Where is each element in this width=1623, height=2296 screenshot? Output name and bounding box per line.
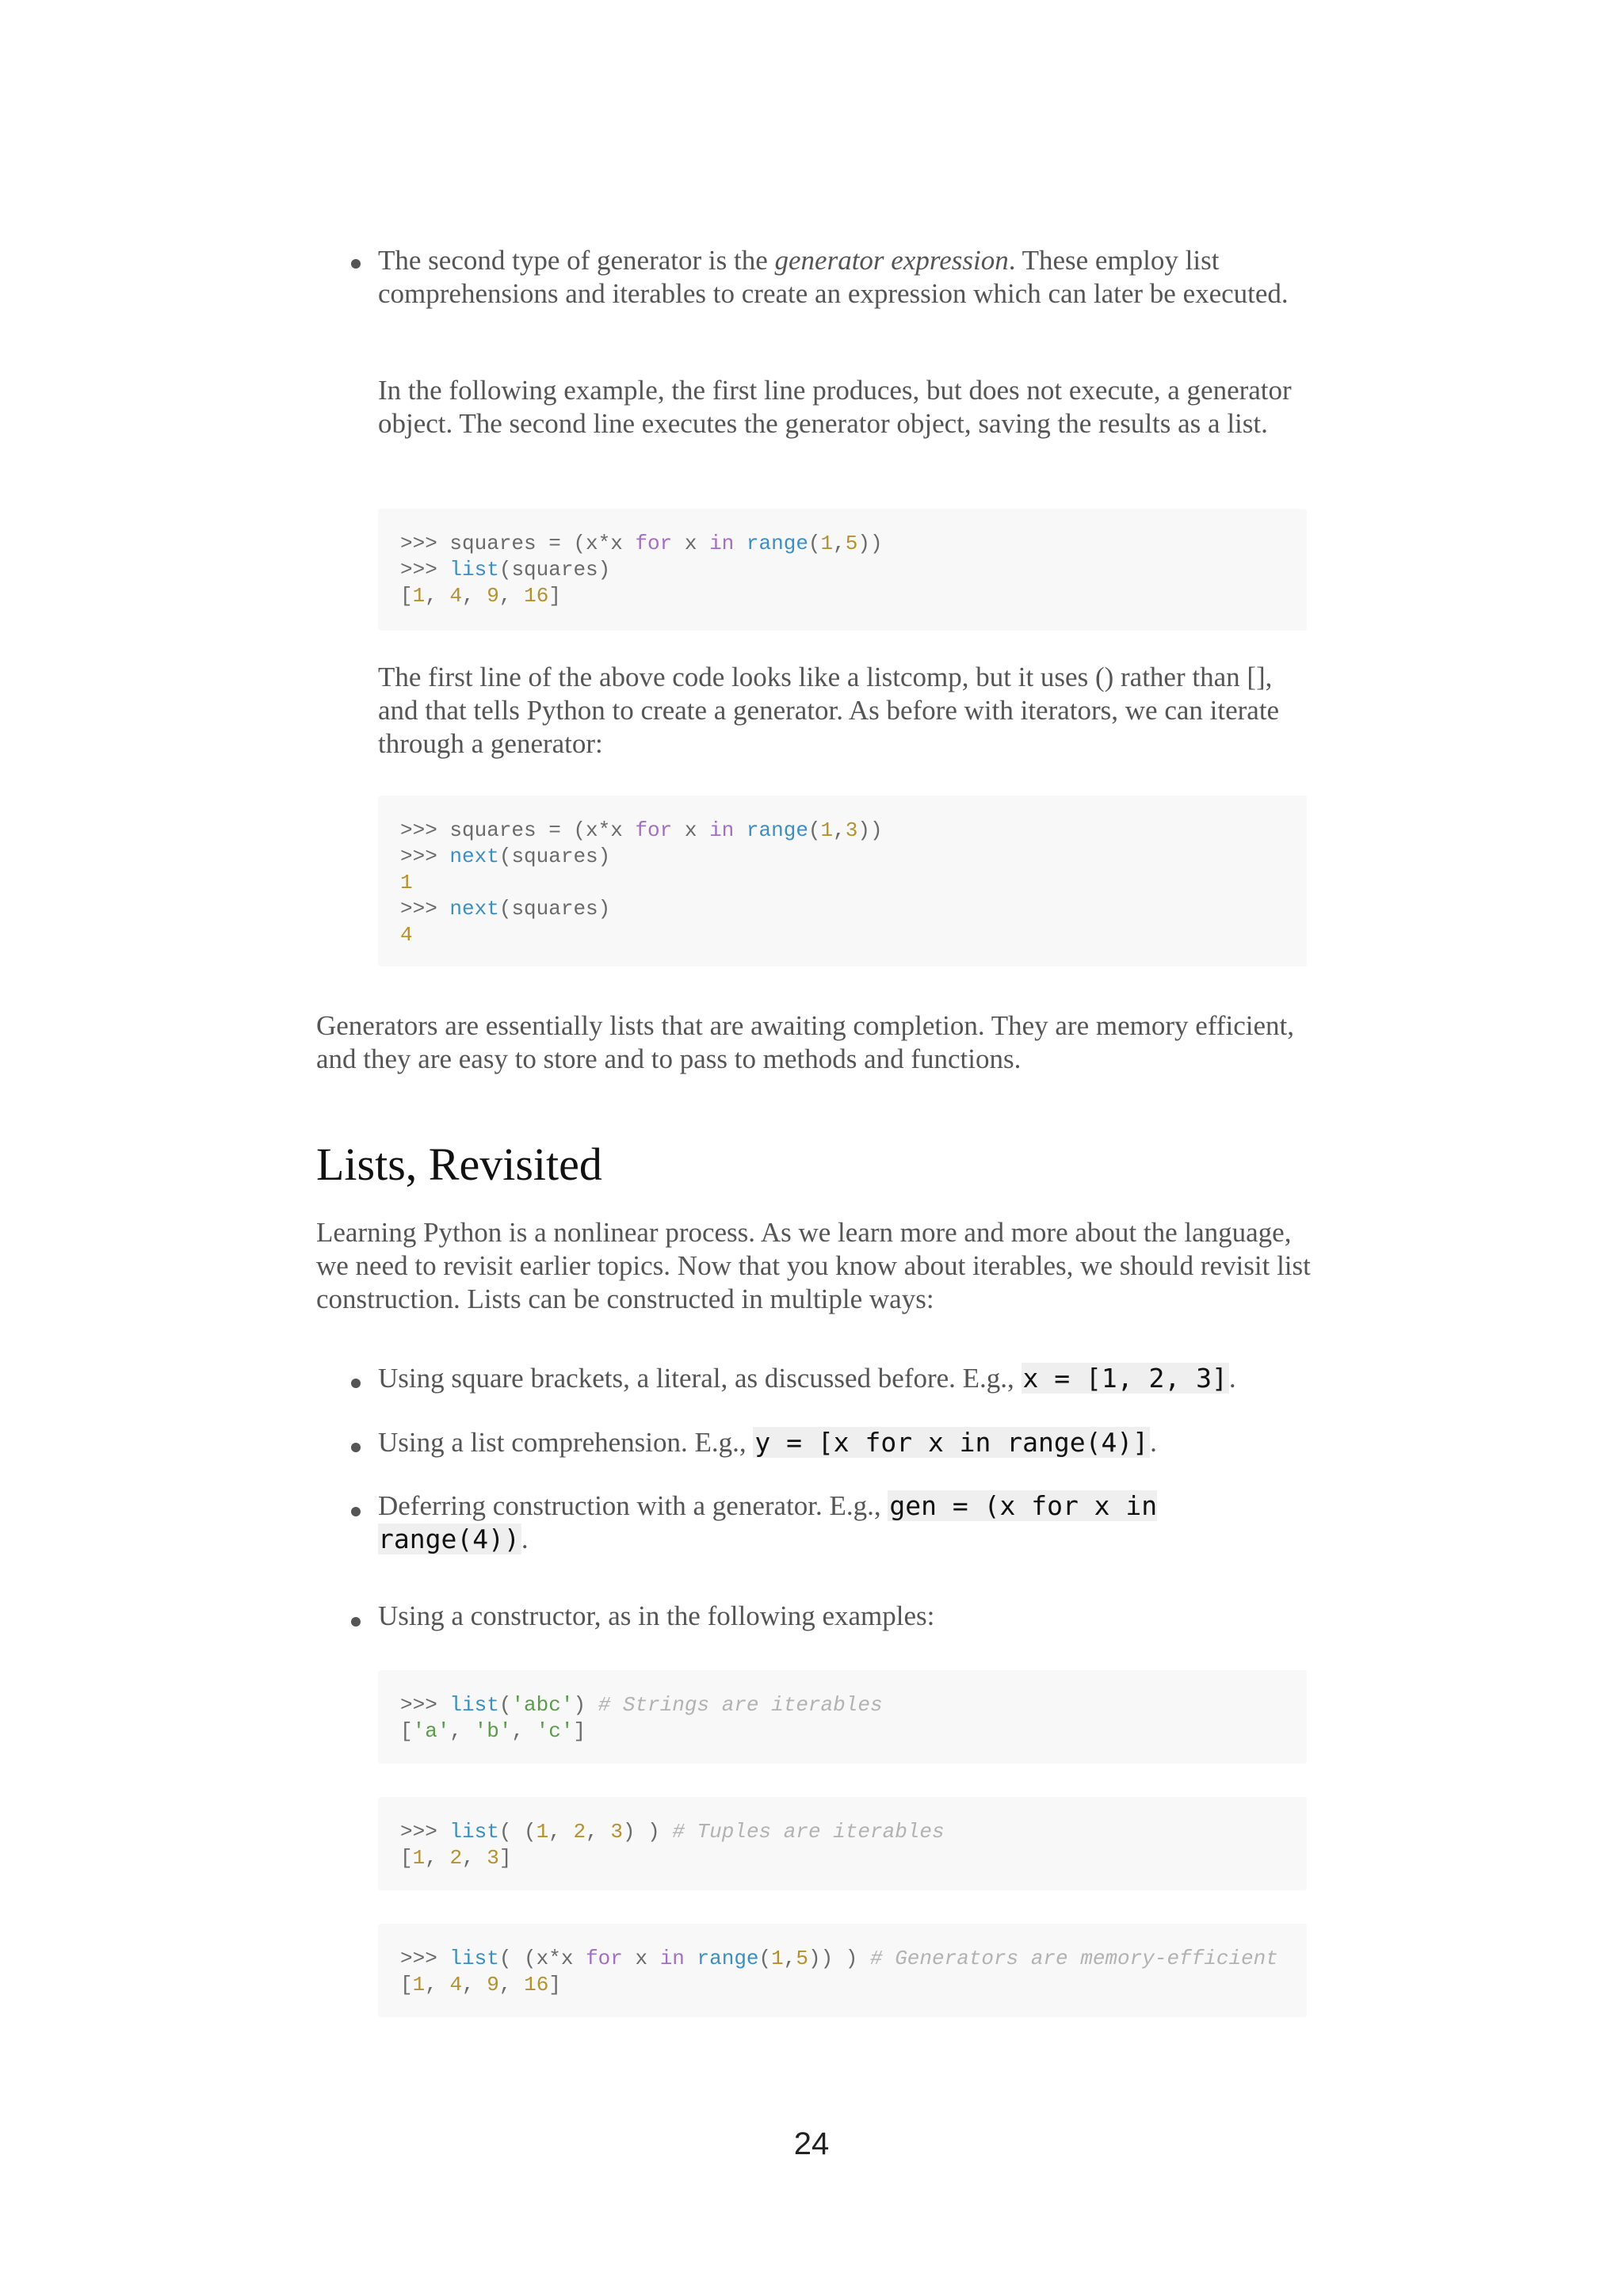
code-token: range: [697, 1947, 759, 1970]
code-token: ]: [498, 1846, 512, 1870]
bullet-dot: [351, 1617, 361, 1627]
code-token: ,: [833, 532, 846, 555]
code-token: 1: [536, 1820, 549, 1844]
code-token: (squares): [498, 845, 611, 868]
bullet-text: Using square brackets, a literal, as discussed before. E.g.,: [378, 1363, 1022, 1394]
code-token: ,: [425, 1973, 450, 1997]
code-line: [400, 844, 1307, 870]
code-token: ,: [511, 1719, 537, 1743]
code-token: 'b': [474, 1719, 512, 1743]
code-token: ,: [498, 1973, 525, 1997]
code-token: >>>: [400, 1820, 450, 1844]
section-heading: Lists, Revisited: [316, 1138, 602, 1190]
code-token: 1: [400, 871, 413, 894]
code-line: [400, 531, 1307, 557]
text-segment: The second type of generator is the: [378, 245, 775, 276]
code-token: >>>: [400, 558, 450, 582]
code-token: list: [449, 1693, 499, 1717]
code-token: ): [573, 1693, 598, 1717]
code-line: [400, 1946, 1307, 1972]
code-token: (squares): [498, 558, 611, 582]
code-token: [685, 1947, 697, 1970]
code-token: ]: [573, 1719, 586, 1743]
code-token: (squares): [498, 897, 611, 921]
code-token: 'c': [536, 1719, 574, 1743]
inline-code: y = [x for x in range(4)]: [754, 1427, 1149, 1458]
code-token: list: [449, 1820, 499, 1844]
code-line: [400, 1692, 1307, 1718]
code-token: 2: [449, 1846, 463, 1870]
code-token: >>>: [400, 1947, 450, 1970]
code-line: [400, 583, 1307, 609]
code-token: x: [672, 818, 710, 842]
generator-expression-paragraph: [378, 244, 1313, 311]
code-token: ,: [783, 1947, 796, 1970]
bullet-generator: [378, 1489, 1170, 1556]
bullet-constructor: [378, 1600, 1321, 1633]
code-token: 3: [610, 1820, 623, 1844]
code-token: x: [672, 532, 710, 555]
bullet-end: .: [1150, 1427, 1157, 1458]
listcomp-comparison-paragraph: The first line of the above code looks like a listcomp, but it uses () rather than [], and that tells Python to create a generator. As before with iterators, we can iterate through a generator:: [378, 662, 1280, 759]
code-token: ,: [462, 584, 487, 608]
code-token: 1: [412, 1973, 426, 1997]
code-token: in: [659, 1947, 685, 1970]
bullet-dot: [351, 259, 361, 269]
code-token: range: [746, 818, 808, 842]
code-token: ) ): [622, 1820, 673, 1844]
bullet-end: .: [1228, 1363, 1236, 1394]
text-segment: . These employ list comprehensions and iterables to create an expression which can later be executed.: [378, 245, 1289, 309]
code-token: (: [498, 1693, 512, 1717]
code-token: ,: [462, 1846, 487, 1870]
code-token: 1: [820, 818, 834, 842]
code-token: 9: [487, 584, 499, 608]
bullet-dot: [351, 1379, 361, 1388]
code-token: 1: [412, 584, 426, 608]
code-token: >>>: [400, 845, 450, 868]
code-token: (: [758, 1947, 772, 1970]
example-explanation-paragraph: In the following example, the first line produces, but does not execute, a generator object. The second line executes the generator object, saving the results as a list.: [378, 375, 1292, 439]
code-token: ,: [498, 584, 525, 608]
code-token: 2: [573, 1820, 586, 1844]
code-token: [: [400, 1973, 413, 1997]
code-line: [400, 870, 1307, 896]
code-token: ,: [425, 584, 450, 608]
code-token: )): [857, 532, 883, 555]
code-token: 1: [771, 1947, 784, 1970]
code-token: in: [709, 532, 735, 555]
code-token: )): [857, 818, 883, 842]
code-token: 4: [449, 584, 463, 608]
code-token: for: [635, 818, 673, 842]
code-token: 1: [820, 532, 834, 555]
code-token: for: [586, 1947, 623, 1970]
code-token: ,: [462, 1973, 487, 1997]
code-token: list: [449, 1947, 499, 1970]
code-token: ( (: [498, 1820, 537, 1844]
emphasis-term: generator expression: [774, 245, 1009, 276]
code-token: in: [709, 818, 735, 842]
code-token: (: [808, 532, 821, 555]
code-token: 16: [524, 584, 549, 608]
code-token: ]: [548, 1973, 561, 1997]
code-line: [400, 1819, 1307, 1845]
code-token: ,: [586, 1820, 611, 1844]
code-token: ,: [425, 1846, 450, 1870]
code-line: [400, 1972, 1307, 1998]
code-token: ,: [449, 1719, 475, 1743]
code-line: [400, 1718, 1307, 1745]
code-token: [: [400, 1719, 413, 1743]
bullet-end: .: [521, 1524, 529, 1554]
code-token: range: [746, 532, 808, 555]
bullet-square-brackets: [378, 1362, 1321, 1395]
page-number: 24: [793, 2126, 830, 2161]
code-block-3: [378, 1670, 1307, 1764]
code-token: [: [400, 584, 413, 608]
code-token: (: [808, 818, 821, 842]
code-token: # Tuples are iterables: [672, 1820, 945, 1844]
code-token: 9: [487, 1973, 499, 1997]
code-token: 4: [400, 923, 413, 947]
code-line: [400, 818, 1307, 844]
bullet-dot: [351, 1507, 361, 1516]
code-token: 16: [524, 1973, 549, 1997]
code-line: [400, 896, 1307, 922]
code-token: 3: [845, 818, 858, 842]
generators-summary-paragraph: Generators are essentially lists that are awaiting completion. They are memory efficient, and they are easy to store and to pass to methods and functions.: [316, 1010, 1294, 1074]
code-token: )) ): [808, 1947, 870, 1970]
section-intro-paragraph: Learning Python is a nonlinear process. As we learn more and more about the language, we need to revisit earlier topics. Now that you know about iterables, we should revisit list construction. Lists can be constructed in multiple ways:: [316, 1217, 1311, 1314]
inline-code: gen = (x for x in range(4)): [378, 1490, 1158, 1554]
code-token: 1: [412, 1846, 426, 1870]
code-token: 'a': [412, 1719, 450, 1743]
bullet-text: Using a constructor, as in the following examples:: [378, 1600, 935, 1631]
code-token: # Generators are memory-efficient: [869, 1947, 1278, 1970]
code-token: 5: [845, 532, 858, 555]
bullet-list-comprehension: [378, 1426, 1321, 1459]
code-token: 4: [449, 1973, 463, 1997]
code-line: [400, 922, 1307, 948]
code-token: list: [449, 558, 499, 582]
inline-code: x = [1, 2, 3]: [1022, 1363, 1228, 1394]
code-token: x: [622, 1947, 660, 1970]
code-token: 'abc': [511, 1693, 574, 1717]
code-block-1: [378, 509, 1307, 631]
code-token: ,: [833, 818, 846, 842]
code-token: next: [449, 845, 499, 868]
code-token: ( (x*x: [498, 1947, 586, 1970]
code-token: [734, 818, 747, 842]
code-block-4: [378, 1797, 1307, 1890]
code-token: ]: [548, 584, 561, 608]
bullet-text: Using a list comprehension. E.g.,: [378, 1427, 754, 1458]
code-token: 3: [487, 1846, 499, 1870]
code-token: >>>: [400, 1693, 450, 1717]
code-line: [400, 557, 1307, 583]
code-token: >>>: [400, 897, 450, 921]
code-block-5: [378, 1924, 1307, 2017]
bullet-text: Deferring construction with a generator. E.g.,: [378, 1490, 888, 1521]
code-token: [: [400, 1846, 413, 1870]
code-token: >>> squares = (x*x: [400, 532, 636, 555]
code-token: [734, 532, 747, 555]
code-token: ,: [548, 1820, 574, 1844]
code-token: # Strings are iterables: [598, 1693, 883, 1717]
code-line: [400, 1845, 1307, 1871]
code-token: 5: [796, 1947, 808, 1970]
code-token: >>> squares = (x*x: [400, 818, 636, 842]
code-token: next: [449, 897, 499, 921]
code-token: for: [635, 532, 673, 555]
bullet-dot: [351, 1443, 361, 1452]
code-block-2: [378, 795, 1307, 967]
